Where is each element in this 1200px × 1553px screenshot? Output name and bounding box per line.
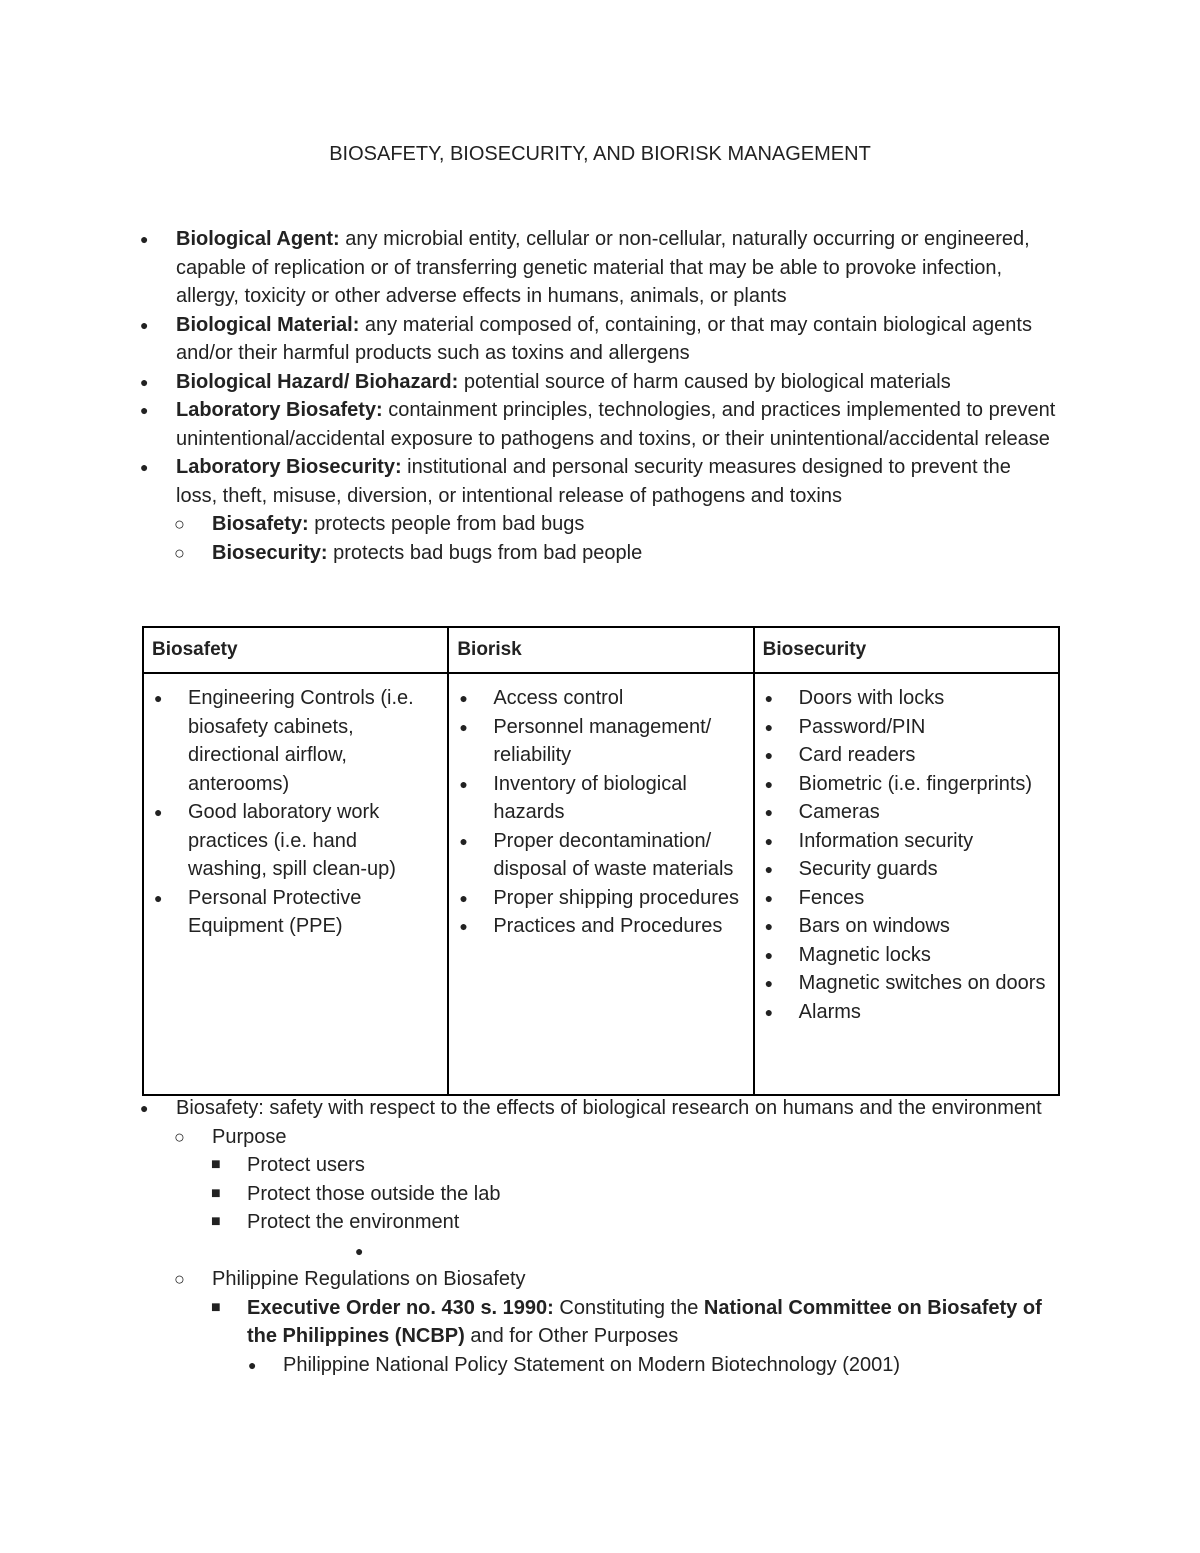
item-text: Personal Protective Equipment (PPE)	[188, 886, 362, 937]
list-item	[763, 713, 1052, 742]
bullet-disc: ●	[459, 918, 468, 934]
purpose-item	[0, 1151, 1047, 1180]
cell-biorisk	[448, 673, 753, 1095]
item-text: Philippine National Policy Statement on Modern Biotechnology (2001)	[283, 1353, 901, 1376]
list-item	[457, 770, 746, 827]
sub-definition-biosecurity	[0, 539, 1052, 568]
definition-laboratory-biosafety	[0, 396, 1056, 453]
bullet-disc: ●	[764, 946, 774, 963]
bullet-disc: ●	[459, 889, 468, 906]
item-text: Biometric (i.e. fingerprints)	[798, 772, 1033, 795]
list-item	[457, 884, 746, 913]
item-text: Engineering Controls (i.e. biosafety cabinets, directional airflow, anterooms)	[188, 687, 414, 795]
document-title: BIOSAFETY, BIOSECURITY, AND BIORISK MANAGEMENT	[329, 143, 871, 165]
policy-item	[0, 1351, 1043, 1380]
definition-text: containment principles, technologies, and practices implemented to prevent unintentional/accidental exposure to pathogens and toxins, or their unintentional/accidental release	[176, 399, 1056, 450]
bullet-disc: ●	[140, 231, 149, 247]
bullet-disc: ●	[140, 316, 149, 333]
term: Laboratory Biosafety:	[176, 399, 383, 421]
item-text: Inventory of biological hazards	[493, 772, 687, 823]
item-text: Bars on windows	[798, 915, 950, 937]
term: Laboratory Biosecurity:	[176, 456, 402, 478]
regulations-label: Philippine Regulations on Biosafety	[212, 1268, 526, 1290]
item-text: Card readers	[798, 744, 916, 766]
cell-biosecurity	[754, 673, 1059, 1095]
definition-biological-agent	[0, 225, 1056, 311]
item-text: Practices and Procedures	[493, 915, 723, 937]
cell-biosafety	[143, 673, 448, 1095]
item-text: Password/PIN	[798, 715, 926, 738]
term: Biological Hazard/ Biohazard:	[176, 370, 459, 393]
header-biosecurity: Biosecurity	[754, 627, 1059, 673]
bullet-disc: ●	[248, 1356, 257, 1373]
bullet-disc: ●	[459, 718, 468, 735]
item-text: Magnetic locks	[798, 943, 931, 966]
item-text: Fences	[798, 886, 865, 909]
purpose-item	[0, 1208, 1047, 1237]
eo-text: Constituting the	[553, 1296, 704, 1319]
item-text: Doors with locks	[798, 687, 945, 709]
bullet-circle: ○	[174, 1269, 185, 1289]
bullet-disc: ●	[154, 690, 163, 706]
list-item	[152, 798, 441, 884]
definition-biological-material	[0, 311, 1056, 368]
header-biosafety: Biosafety	[143, 627, 448, 673]
sub-definition-biosafety	[0, 510, 1052, 539]
bullet-disc: ●	[459, 775, 468, 792]
list-item	[763, 684, 1052, 713]
eo-term: Executive Order no. 430 s. 1990:	[247, 1296, 554, 1319]
definition-text: protects people from bad bugs	[308, 513, 585, 535]
bullet-disc: ●	[459, 690, 468, 706]
definition-text: Biosafety: safety with respect to the effects of biological research on humans and the environment	[176, 1097, 1042, 1119]
item-text: Security guards	[798, 858, 938, 880]
list-item	[763, 969, 1052, 998]
biosecurity-list	[763, 684, 1052, 1026]
item-text: Protect the environment	[247, 1211, 460, 1233]
definition-text: any material composed of, containing, or that may contain biological agents and/or their harmful products such as toxins and allergens	[176, 313, 1032, 364]
bullet-disc: ●	[764, 804, 774, 820]
list-item	[457, 713, 746, 770]
definition-biohazard	[0, 368, 1056, 397]
list-item	[763, 855, 1052, 884]
biosafety-list	[152, 684, 441, 941]
bullet-disc: ●	[764, 718, 774, 735]
bullet-square: ■	[211, 1213, 221, 1230]
table-header-row	[143, 627, 1059, 673]
term: Biosafety:	[212, 513, 309, 535]
definition-text: institutional and personal security measures designed to prevent the loss, theft, misuse, diversion, or intentional release of pathogens and toxins	[176, 456, 1011, 507]
term: Biological Material:	[176, 313, 360, 336]
bullet-disc: ●	[140, 373, 149, 390]
table-row	[143, 673, 1059, 1095]
purpose-item	[0, 1180, 1047, 1209]
bullet-disc: ●	[764, 832, 774, 849]
bullet-circle: ○	[174, 1126, 185, 1147]
item-text: Magnetic switches on doors	[798, 972, 1046, 994]
biosafety-section	[0, 1094, 1200, 1379]
bullet-disc: ●	[764, 1003, 774, 1020]
list-item	[457, 684, 746, 713]
executive-order-item	[0, 1294, 1047, 1351]
item-text: Protect those outside the lab	[247, 1182, 501, 1205]
bullet-disc: ●	[355, 1242, 364, 1259]
item-text: Proper decontamination/ disposal of waste materials	[493, 829, 734, 880]
bullet-disc: ●	[459, 832, 468, 849]
ncbp-name: National Committee on Biosafety of the Philippines (NCBP)	[247, 1296, 1042, 1347]
bullet-disc: ●	[154, 889, 163, 906]
bullet-disc: ●	[764, 690, 774, 706]
bullet-circle: ○	[174, 542, 185, 563]
item-text: Information security	[798, 829, 974, 852]
bullet-disc: ●	[764, 861, 774, 877]
bullet-square: ■	[211, 1298, 221, 1316]
bullet-disc: ●	[140, 402, 149, 418]
bullet-disc: ●	[140, 1100, 149, 1116]
list-item	[763, 741, 1052, 770]
item-text: Proper shipping procedures	[493, 886, 740, 909]
biorisk-list	[457, 684, 746, 941]
header-biorisk: Biorisk	[448, 627, 753, 673]
list-item	[152, 684, 441, 798]
term: Biological Agent:	[176, 228, 340, 250]
definition-text: any microbial entity, cellular or non-cellular, naturally occurring or engineered, capable of replication or of transferring genetic material that may be able to provoke infection, allergy, toxicity or other adverse effects in humans, animals, or plants	[176, 228, 1030, 307]
item-text: Good laboratory work practices (i.e. hand washing, spill clean-up)	[188, 801, 396, 880]
item-text: Personnel management/ reliability	[493, 715, 712, 766]
list-item	[763, 884, 1052, 913]
definition-text: protects bad bugs from bad people	[327, 541, 643, 564]
empty-list-item	[0, 1237, 1043, 1266]
item-text: Cameras	[798, 801, 880, 823]
bullet-disc: ●	[140, 459, 149, 475]
term: Biosecurity:	[212, 541, 328, 564]
list-item	[457, 827, 746, 884]
list-item	[763, 941, 1052, 970]
definition-laboratory-biosecurity	[0, 453, 1056, 510]
list-item	[763, 827, 1052, 856]
biosafety-definition	[0, 1094, 1056, 1123]
bullet-square: ■	[211, 1156, 221, 1173]
item-text: Access control	[493, 687, 624, 709]
list-item	[763, 998, 1052, 1027]
regulations-heading	[0, 1265, 1052, 1294]
definitions-list	[0, 225, 1200, 567]
list-item	[763, 798, 1052, 827]
list-item	[763, 770, 1052, 799]
item-text: Alarms	[798, 1000, 861, 1023]
list-item	[152, 884, 441, 941]
eo-text-end: and for Other Purposes	[464, 1325, 679, 1347]
definition-text: potential source of harm caused by biological materials	[458, 370, 951, 393]
item-text: Protect users	[247, 1154, 365, 1176]
bullet-disc: ●	[764, 918, 774, 934]
purpose-heading	[0, 1123, 1052, 1152]
list-item	[457, 912, 746, 941]
list-item	[763, 912, 1052, 941]
bullet-disc: ●	[764, 775, 774, 792]
bullet-disc: ●	[764, 889, 774, 906]
bullet-square: ■	[211, 1184, 221, 1202]
bullet-disc: ●	[154, 804, 163, 820]
bullet-disc: ●	[764, 975, 774, 991]
comparison-table	[142, 626, 1060, 1096]
bullet-disc: ●	[764, 747, 774, 763]
bullet-circle: ○	[174, 514, 185, 534]
purpose-label: Purpose	[212, 1125, 287, 1148]
